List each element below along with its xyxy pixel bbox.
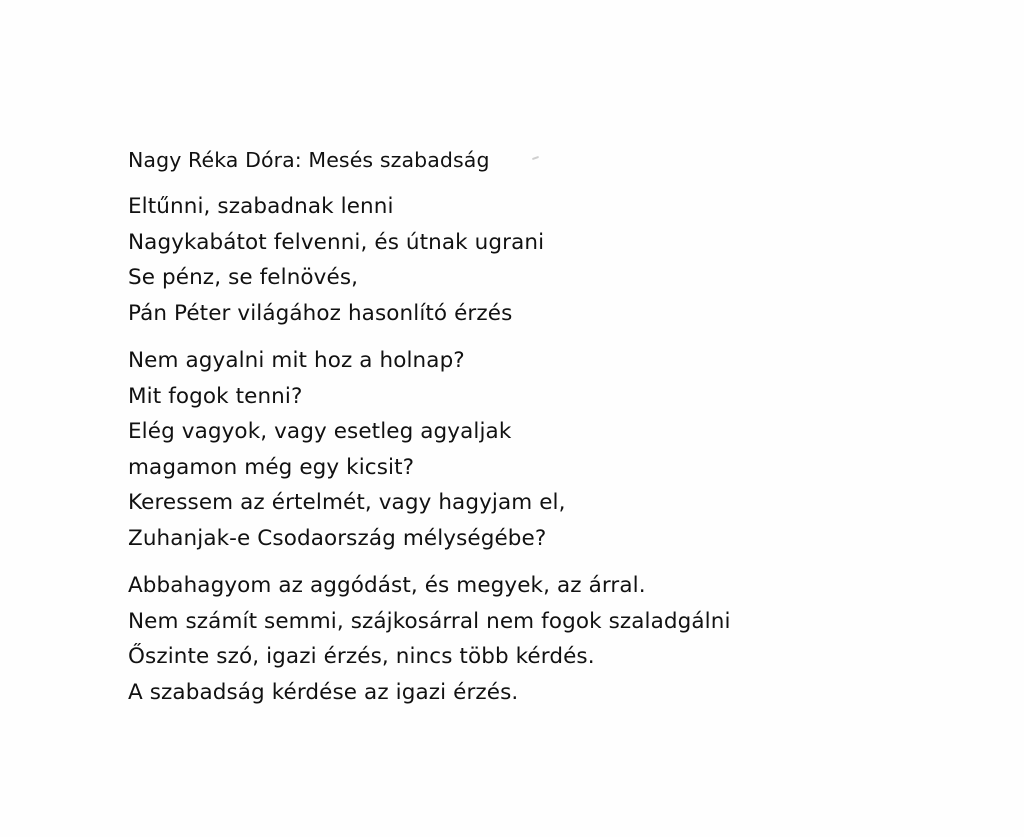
poem [128, 143, 908, 722]
poem-line: Eltűnni, szabadnak lenni [128, 194, 394, 219]
poem-line: magamon még egy kicsit? [128, 454, 415, 480]
poem-line: Elég vagyok, vagy esetleg agyaljak [128, 419, 512, 444]
poem-line: Mit fogok tenni? [128, 383, 303, 409]
poem-line: Abbahagyom az aggódást, és megyek, az árral. [128, 573, 646, 598]
poem-line: A szabadság kérdése az igazi érzés. [128, 679, 519, 705]
poem-line: Nagykabátot felvenni, és útnak ugrani [128, 229, 545, 255]
poem-line: Keressem az értelmét, vagy hagyjam el, [128, 490, 566, 515]
poem-line: Zuhanjak-e Csodaország mélységébe? [128, 525, 547, 551]
poem-title: Nagy Réka Dóra: Mesés szabadság [128, 148, 490, 172]
poem-line: Se pénz, se felnövés, [128, 265, 359, 290]
poem-line: Nem agyalni mit hoz a holnap? [128, 348, 465, 373]
stanza-3 [128, 568, 908, 710]
stanza-2 [128, 343, 908, 556]
poem-line: Nem számít semmi, szájkosárral nem fogok szaladgálni [128, 608, 731, 634]
poem-line: Pán Péter világához hasonlító érzés [128, 300, 513, 326]
poem-line: Őszinte szó, igazi érzés, nincs több kérdés. [128, 644, 595, 669]
stanza-1 [128, 189, 908, 331]
